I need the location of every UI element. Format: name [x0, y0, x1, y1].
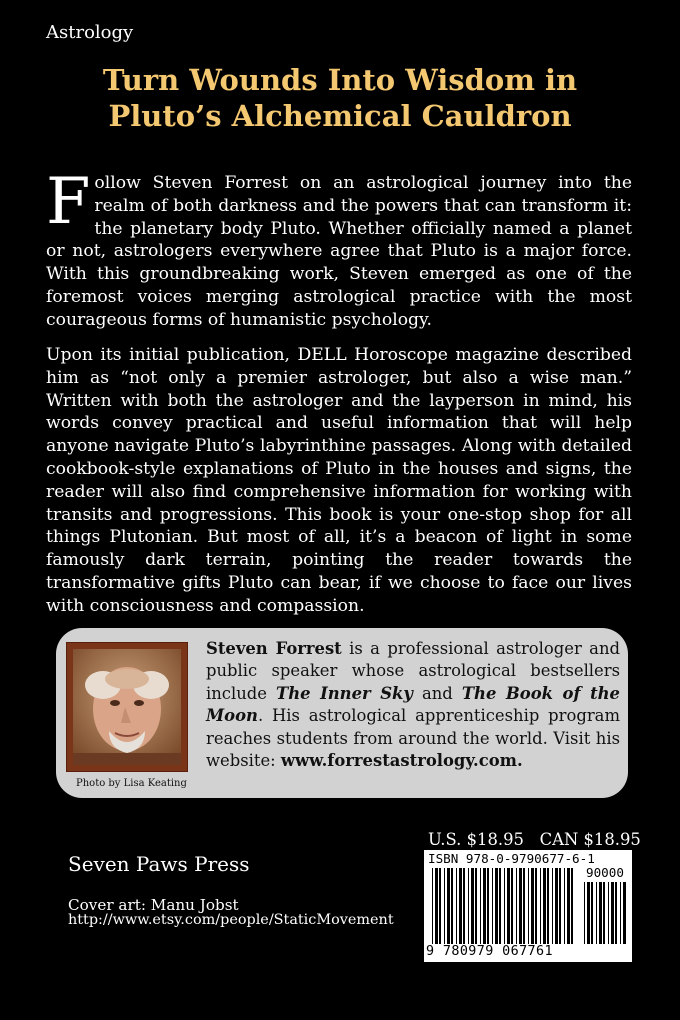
- author-bio-text: [206, 638, 620, 772]
- barcode-bar: [608, 882, 609, 944]
- cover-art-url: http://www.etsy.com/people/StaticMovement: [68, 912, 394, 928]
- barcode-bar: [611, 882, 614, 944]
- bio-text-a: is a professional astrologer and public speaker whose astrological bestsellers include: [206, 639, 620, 703]
- us-price: U.S. $18.95: [428, 830, 524, 849]
- barcode-bar: [555, 868, 558, 944]
- author-bio-panel: [56, 628, 628, 798]
- barcode-bar: [584, 882, 585, 944]
- barcode-bar: [435, 868, 438, 944]
- price-line: [428, 830, 641, 849]
- barcode-bar: [459, 868, 462, 944]
- barcode-bar: [483, 868, 486, 944]
- can-price: CAN $18.95: [539, 830, 641, 849]
- ean-digits: 9 780979 067761: [426, 944, 553, 959]
- barcode-bar: [531, 868, 534, 944]
- barcode-bar: [471, 868, 474, 944]
- barcode-bar: [571, 868, 573, 944]
- barcode-bar: [468, 868, 469, 944]
- barcode-bar: [620, 882, 621, 944]
- category-label: Astrology: [46, 22, 134, 43]
- barcode-bar: [499, 868, 501, 944]
- photo-credit: Photo by Lisa Keating: [76, 778, 187, 789]
- author-photo: [73, 649, 181, 765]
- barcode-bar: [492, 868, 493, 944]
- barcode-bar: [564, 868, 565, 944]
- barcode-bar: [447, 868, 450, 944]
- description-paragraph-2: Upon its initial publication, DELL Horoscope magazine described him as “not only a premier astrologer, but also a wise man.” Written with both the astrologer and the layperson in mind, his words convey practical and useful information that will help anyone navigate Pluto’s labyrinthine passages. Along with detailed cookbook-style explanations of Pluto in the houses and signs, the reader will also find comprehensive information for working with transits and progressions. This book is your one-stop shop for all things Plutonian. But most of all, it’s a beacon of light in some famously dark terrain, pointing the reader towards the transformative gifts Pluto can bear, if we choose to face our lives with consciousness and compassion.: [46, 345, 632, 616]
- barcode-bar: [543, 868, 546, 944]
- headline-line-1: Turn Wounds Into Wisdom in: [102, 63, 578, 97]
- cover-art-credit: Cover art: Manu Jobst: [68, 896, 239, 914]
- isbn-label: ISBN 978-0-9790677-6-1: [428, 851, 595, 866]
- drop-cap: F: [46, 165, 91, 239]
- barcode-bar: [487, 868, 489, 944]
- barcode-bar: [480, 868, 481, 944]
- barcode-bar: [439, 868, 441, 944]
- barcode-bar: [540, 868, 541, 944]
- barcode-bar: [528, 868, 529, 944]
- barcode-bar: [591, 882, 593, 944]
- barcode-bar: [603, 882, 605, 944]
- barcode-bar: [535, 868, 537, 944]
- barcode-bar: [623, 882, 626, 944]
- author-name: Steven Forrest: [206, 639, 342, 658]
- barcode-bar: [516, 868, 517, 944]
- barcode-bar: [587, 882, 590, 944]
- barcode-bar: [507, 868, 510, 944]
- book-title-inner-sky: The Inner Sky: [276, 683, 413, 703]
- barcode-box: [424, 850, 632, 962]
- barcode-bar: [567, 868, 570, 944]
- barcode-bar: [463, 868, 465, 944]
- barcode-bar: [456, 868, 457, 944]
- publisher-name: Seven Paws Press: [68, 852, 250, 876]
- book-title-book-of-moon: The Book of the Moon: [206, 683, 620, 726]
- barcode-bar: [552, 868, 553, 944]
- paragraph-1-text: ollow Steven Forrest on an astrological journey into the realm of both darkness and the powers that can transform it: the planetary body Pluto. Whether officially named a planet or not, astrologers everywhere agree that Pluto is a major force. With this groundbreaking work, Steven emerged as one of the foremost voices merging astrological practice with the most courageous forms of humanistic psychology.: [46, 173, 632, 330]
- barcode-bar: [615, 882, 617, 944]
- headline-line-2: Pluto’s Alchemical Cauldron: [108, 99, 572, 133]
- barcode-bar: [547, 868, 549, 944]
- barcode-bar: [511, 868, 513, 944]
- barcode-bar: [596, 882, 597, 944]
- barcode-bar: [495, 868, 498, 944]
- barcode-bar: [599, 882, 602, 944]
- barcode-bar: [504, 868, 505, 944]
- bio-text-d: .: [516, 751, 523, 771]
- barcode-bar: [519, 868, 522, 944]
- description-paragraph-1: [46, 165, 632, 332]
- barcode-bar: [451, 868, 453, 944]
- bio-text-c: . His astrological apprenticeship program reaches students from around the world. Visit his website:: [206, 706, 620, 771]
- barcode-bar: [523, 868, 525, 944]
- barcode-bar: [444, 868, 445, 944]
- author-photo-frame: [66, 642, 188, 772]
- barcode-bar: [432, 868, 433, 944]
- addon-code: 90000: [586, 865, 624, 880]
- barcode-bar: [559, 868, 561, 944]
- headline: [0, 62, 680, 134]
- bio-text-b: and: [412, 683, 462, 703]
- author-website: www.forrestastrology.com: [280, 751, 517, 771]
- barcode-bar: [475, 868, 477, 944]
